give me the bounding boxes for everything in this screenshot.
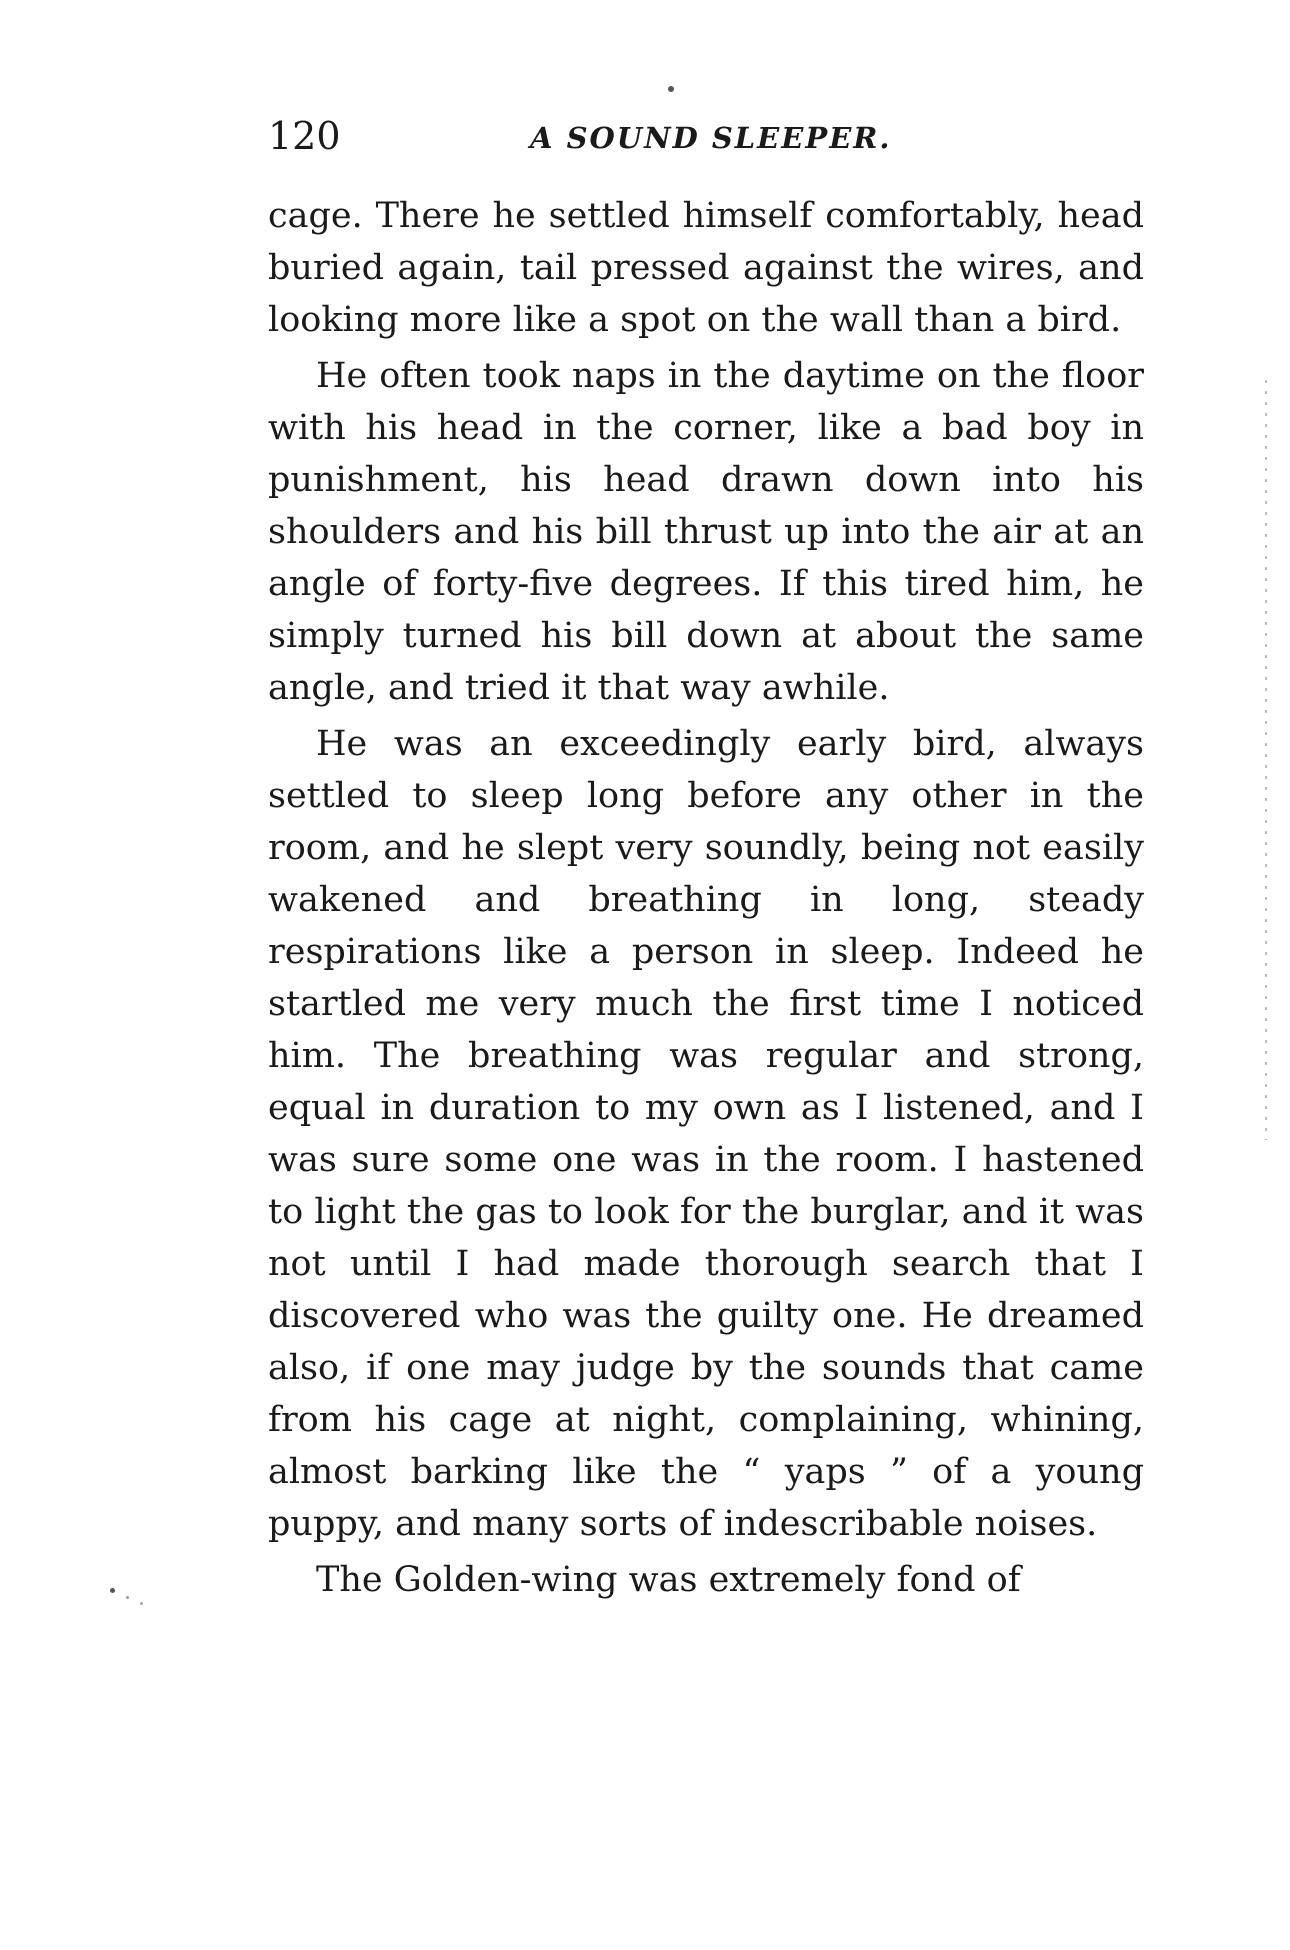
page-number: 120 bbox=[268, 114, 341, 158]
paragraph-continued: cage. There he settled himself comfortably, head buried again, tail pressed against the wires, and looking more like a spot on the wall than a bird. bbox=[268, 196, 1144, 340]
scan-edge-noise bbox=[1265, 380, 1267, 1140]
paragraph: He was an exceedingly early bird, always settled to sleep long before any other in the room, and he slept very soundly, being not easily wakened and breathing in long, steady respirations like a person in sleep. Indeed he startled me very much the first time I noticed him. The breathing was regular and strong, equal in duration to my own as I listened, and I was sure some one was in the room. I hastened to light the gas to look for the burglar, and it was not until I had made thorough search that I discovered who was the guilty one. He dreamed also, if one may judge by the sounds that came from his cage at night, complaining, whining, almost barking like the “ yaps ” of a young puppy, and many sorts of indescribable noises. bbox=[268, 724, 1144, 1544]
scan-speck bbox=[110, 1588, 115, 1593]
page-header bbox=[268, 112, 1144, 160]
body-text bbox=[268, 190, 1144, 1610]
paragraph: He often took naps in the daytime on the floor with his head in the corner, like a bad boy in punishment, his head drawn down into his shoulders and his bill thrust up into the air at an angle of forty-five degrees. If this tired him, he simply turned his bill down at about the same angle, and tried it that way awhile. bbox=[268, 356, 1144, 708]
running-title: A SOUND SLEEPER. bbox=[530, 121, 892, 155]
paragraph: The Golden-wing was extremely fond of bbox=[316, 1560, 1021, 1600]
scan-speck bbox=[140, 1602, 143, 1605]
scan-speck bbox=[668, 86, 674, 92]
scan-speck bbox=[126, 1596, 129, 1599]
